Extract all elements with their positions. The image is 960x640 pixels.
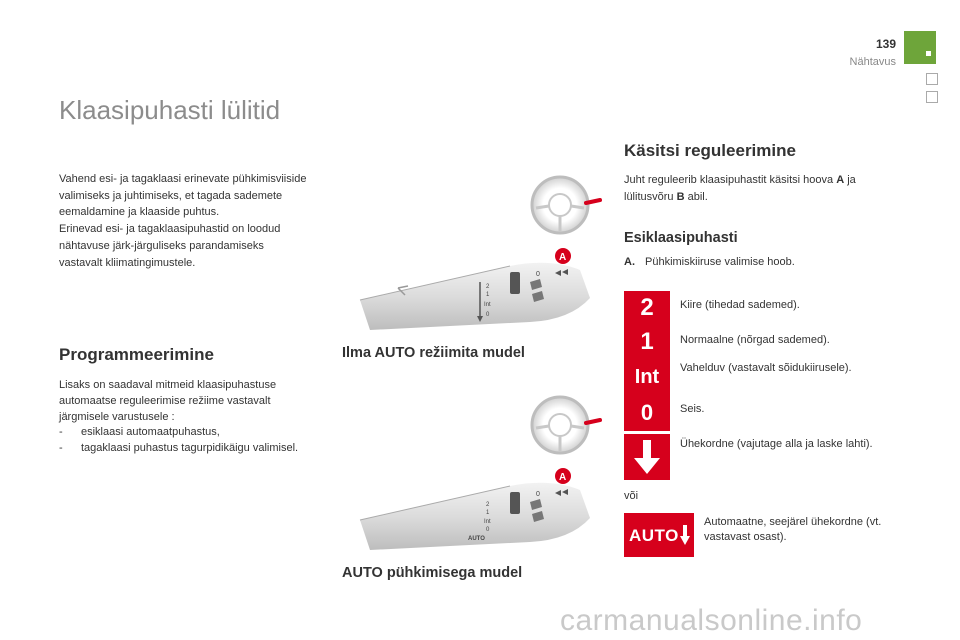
programming-heading: Programmeerimine	[59, 345, 214, 364]
svg-text:0: 0	[536, 271, 540, 278]
programming-paragraph: Lisaks on saadaval mitmeid klaasipuhastuse automaatse reguleerimise režiime vastavalt järgmisele varustusele :	[59, 379, 277, 423]
single-wipe-description: Ühekordne (vajutage alla ja laske lahti).	[680, 438, 873, 450]
steering-wheel-icon	[532, 177, 600, 233]
svg-text:0: 0	[486, 527, 490, 533]
programming-list	[59, 425, 319, 457]
programming-text	[59, 378, 319, 457]
speed-intermittent-description: Vahelduv (vastavalt sõidukiirusele).	[680, 362, 852, 374]
wiper-stalk-illustration	[350, 170, 615, 340]
lever-a-description: A. Pühkimiskiiruse valimise hoob.	[624, 256, 795, 268]
section-tab-active[interactable]	[904, 31, 936, 64]
speed-normal-icon: 1	[624, 325, 670, 359]
manual-heading: Käsitsi reguleerimine	[624, 141, 796, 160]
svg-text:2: 2	[486, 284, 490, 290]
section-tab[interactable]	[926, 73, 938, 85]
manual-text: Juht reguleerib klaasipuhastit käsitsi hoova A ja lülitusvõru B abil.	[624, 174, 856, 203]
auto-wipe-icon: AUTO	[624, 513, 694, 557]
svg-text:A: A	[559, 472, 567, 483]
front-wiper-heading: Esiklaasipuhasti	[624, 230, 738, 246]
page-number: 139	[875, 37, 896, 51]
svg-text:2: 2	[486, 502, 490, 508]
svg-text:AUTO: AUTO	[468, 536, 485, 542]
speed-normal-description: Normaalne (nõrgad sademed).	[680, 334, 830, 346]
wiper-stalk-auto-illustration	[350, 390, 615, 560]
intro-text	[59, 171, 309, 271]
intro-paragraph: Erinevad esi- ja tagaklaasipuhastid on loodud nähtavuse järk-järguliseks parandamiseks vastavalt kliimatingimustele.	[59, 223, 281, 269]
illustration-caption: Ilma AUTO režiimita mudel	[342, 345, 525, 361]
single-wipe-arrow-icon	[624, 434, 670, 480]
svg-text:0: 0	[536, 491, 540, 498]
page-title: Klaasipuhasti lülitid	[59, 95, 281, 125]
tab-dot-icon	[926, 51, 931, 56]
svg-text:Int: Int	[484, 519, 491, 525]
speed-intermittent-icon: Int	[624, 359, 670, 395]
illustration-caption: AUTO pühkimisega mudel	[342, 565, 523, 581]
svg-text:0: 0	[486, 312, 490, 318]
speed-fast-description: Kiire (tihedad sademed).	[680, 299, 800, 311]
svg-text:1: 1	[486, 292, 490, 298]
section-name: Nähtavus	[849, 56, 896, 68]
speed-fast-icon: 2	[624, 291, 670, 325]
section-tab[interactable]	[926, 91, 938, 103]
wiper-off-description: Seis.	[680, 403, 705, 415]
svg-text:A: A	[559, 252, 567, 263]
intro-paragraph: Vahend esi- ja tagaklaasi erinevate pühkimisviiside valimiseks ja juhtimiseks, et tagada sademete eemaldamine ja klaaside puhtus.	[59, 173, 307, 219]
list-item: - esiklaasi automaatpuhastus,	[59, 426, 220, 439]
stalk-lever-icon	[360, 263, 590, 330]
watermark: carmanualsonline.info	[560, 604, 863, 637]
wiper-off-icon: 0	[624, 395, 670, 431]
list-item: - tagaklaasi puhastus tagurpidikäigu valimisel.	[59, 442, 299, 455]
or-text: või	[624, 490, 639, 502]
auto-wipe-description: Automaatne, seejärel ühekordne (vt. vastavast osast).	[704, 516, 882, 543]
steering-wheel-icon	[532, 397, 600, 453]
svg-text:Int: Int	[484, 302, 491, 308]
svg-text:1: 1	[486, 510, 490, 516]
